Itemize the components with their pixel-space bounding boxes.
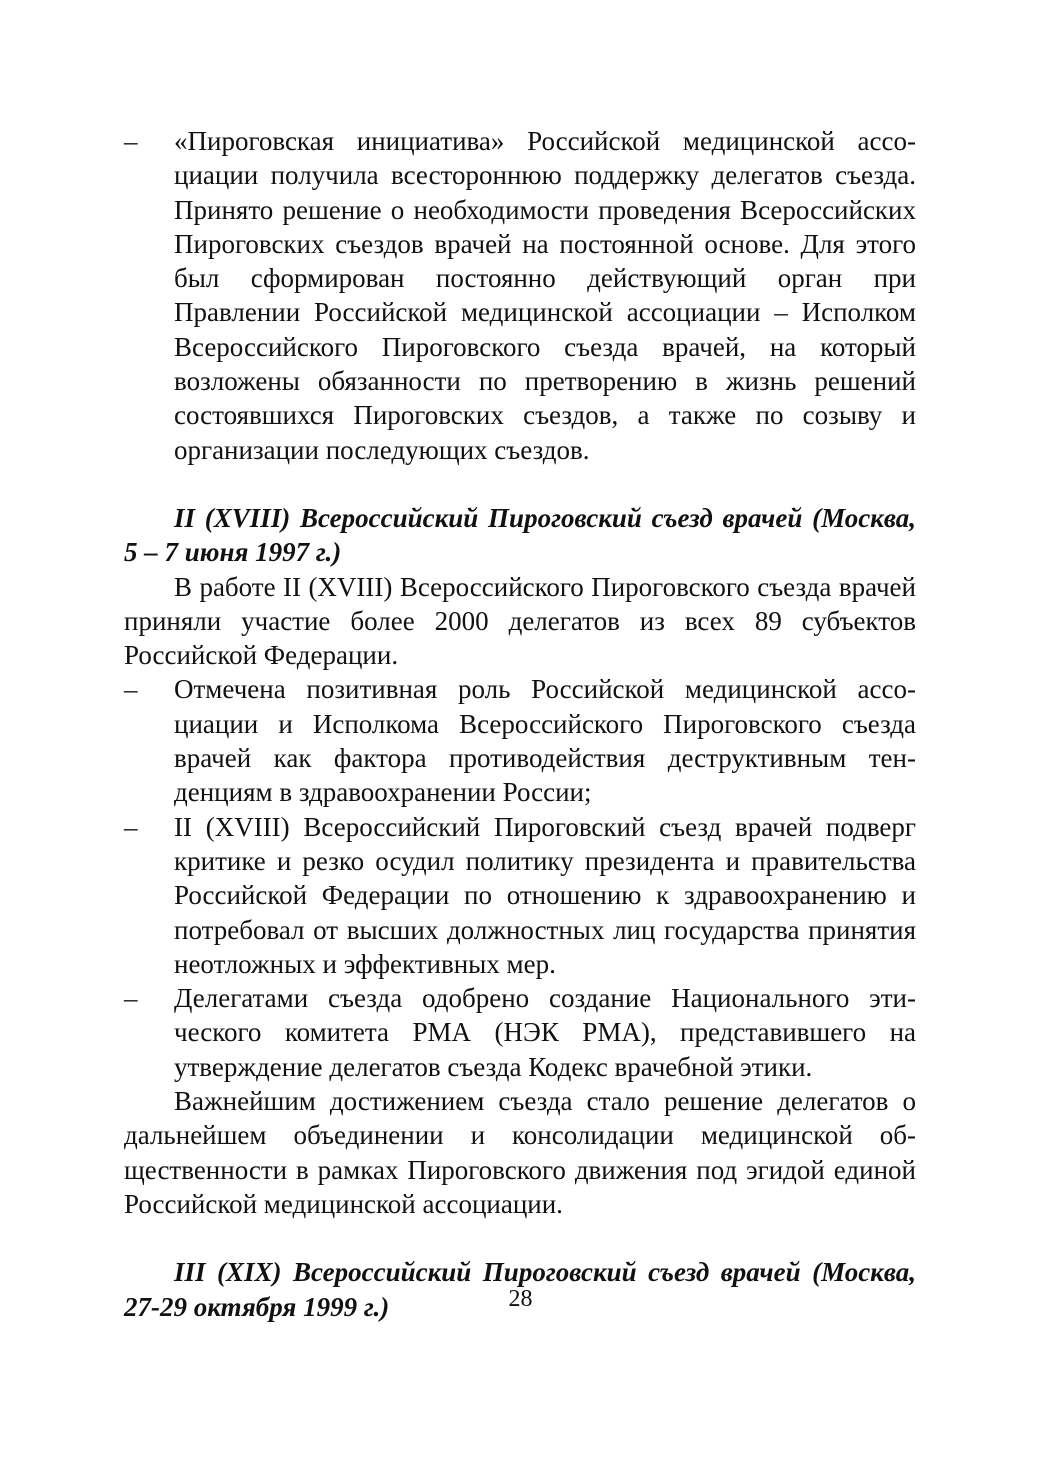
spacer (124, 1221, 916, 1255)
list-item-text: «Пироговская инициатива» Российской медицинской ассоциации получила всестороннюю поддержку делегатов съезда. Принято решение о необходимости проведения Всероссийских Пироговских съездов врачей на постоянной основе. Для этого был сформирован постоянно действующий орган при Правлении Российской медицинской ассоциации – Исполком Всероссийского Пироговского съезда врачей, на который возложены обязанности по претворению в жизнь решений состоявшихся Пироговских съездов, а также по созыву и организации последующих съездов. (174, 126, 916, 465)
list-item-text: Делегатами съезда одобрено создание Национального этического комитета РМА (НЭК РМА), представившего на утверждение делегатов съезда Кодекс врачебной этики. (174, 983, 916, 1082)
list-item (124, 672, 916, 809)
list-item (124, 981, 916, 1084)
bullet-dash: – (124, 674, 138, 705)
list-item-text: Отмечена позитивная роль Российской медицинской ассоциации и Исполкома Всероссийского Пироговского съезда врачей как фактора противодействия деструктивным тенденциям в здравоохранении России; (174, 674, 916, 808)
paragraph: Важнейшим достижением съезда стало решение делегатов о дальнейшем объединении и консолидации медицинской общественности в рамках Пироговского движения под эгидой единой Российской медицинской ассоциации. (124, 1086, 916, 1219)
list-item-text: II (XVIII) Всероссийский Пироговский съезд врачей подверг критике и резко осудил политику президента и правительства Российской Федерации по отношению к здравоохранению и потребовал от высших должностных лиц государства принятия неотложных и эффективных мер. (174, 811, 916, 979)
spacer (124, 467, 916, 501)
list-item (124, 124, 916, 467)
bullet-dash: – (124, 811, 138, 842)
paragraph: В работе II (XVIII) Всероссийского Пироговского съезда врачей приняли участие более 2000 делегатов из всех 89 субъектов Российской Федерации. (124, 571, 916, 671)
bullet-dash: – (124, 126, 138, 156)
page-body (124, 124, 916, 1324)
section-heading: III (XIX) Всероссийский Пироговский съезд врачей (Москва, 27-29 октября 1999 г.) (124, 1257, 916, 1322)
page-number: 28 (508, 1286, 533, 1312)
list-item (124, 810, 916, 981)
section-heading: II (XVIII) Всероссийский Пироговский съезд врачей (Москва, 5 – 7 июня 1997 г.) (124, 502, 916, 568)
bullet-dash: – (124, 983, 138, 1014)
